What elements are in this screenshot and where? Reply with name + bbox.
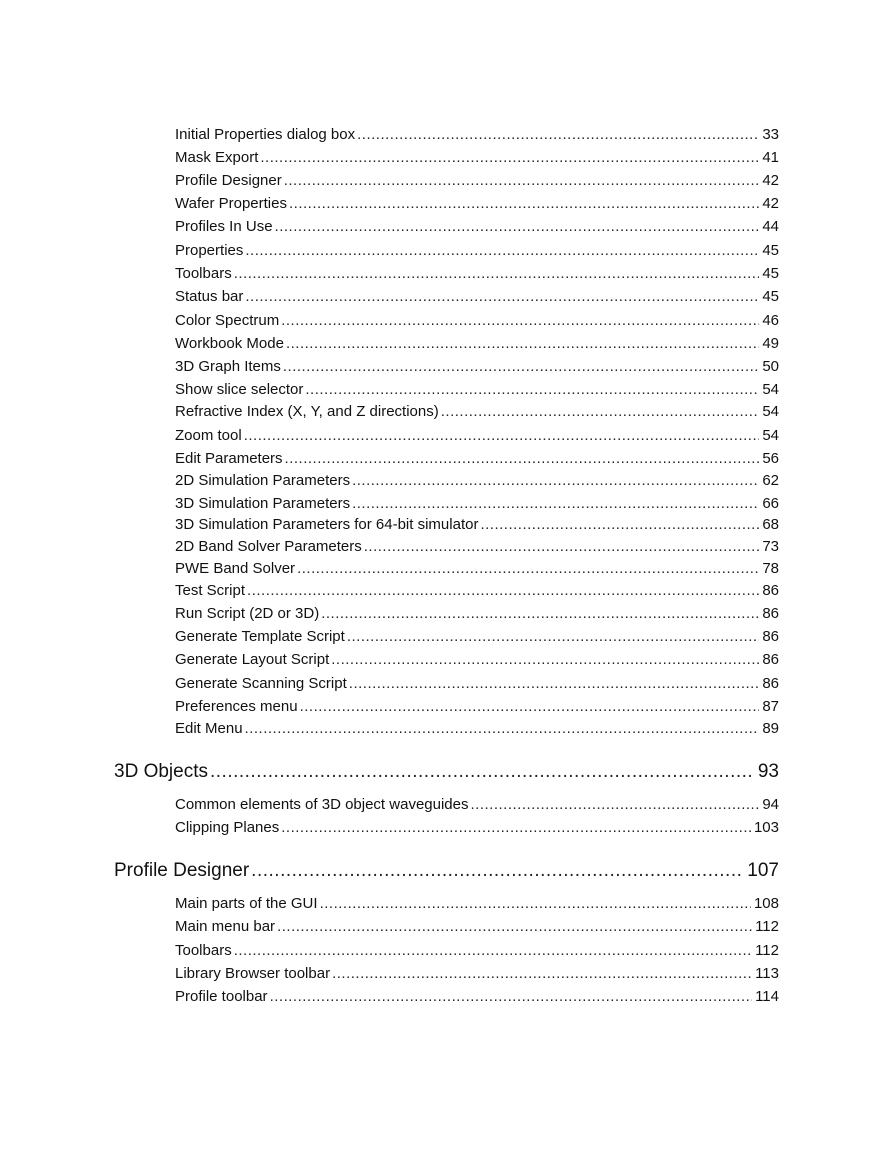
toc-entry-title: Show slice selector [175, 381, 304, 398]
toc-entry-page-number: 93 [757, 761, 779, 782]
dot-leader [234, 264, 760, 284]
toc-entry-page-number: 42 [762, 172, 779, 189]
toc-entry[interactable] [175, 334, 779, 354]
toc-entry-page-number: 33 [762, 126, 779, 143]
dot-leader [321, 604, 759, 624]
toc-entry-page-number: 78 [762, 560, 779, 577]
toc-entry-title: Run Script (2D or 3D) [175, 605, 320, 622]
toc-entry[interactable] [175, 818, 779, 838]
toc-entry-title: Refractive Index (X, Y, and Z directions) [175, 403, 439, 420]
dot-leader [234, 941, 752, 961]
dot-leader [281, 818, 751, 838]
toc-entry[interactable] [175, 697, 779, 717]
toc-entry[interactable] [175, 264, 779, 284]
toc-entry-title: Profile Designer [114, 860, 250, 881]
toc-entry[interactable] [175, 719, 779, 739]
toc-entry-title: 2D Band Solver Parameters [175, 538, 362, 555]
toc-entry-title: 2D Simulation Parameters [175, 472, 351, 489]
dot-leader [251, 859, 744, 883]
toc-entry-title: Generate Layout Script [175, 651, 330, 668]
toc-entry[interactable] [175, 148, 779, 168]
toc-entry-title: Status bar [175, 288, 244, 305]
toc-entry-title: Common elements of 3D object waveguides [175, 796, 469, 813]
toc-entry-page-number: 94 [762, 796, 779, 813]
dot-leader [297, 559, 759, 579]
dot-leader [283, 357, 759, 377]
toc-entry-page-number: 89 [762, 720, 779, 737]
toc-entry[interactable] [175, 217, 779, 237]
toc-entry-title: Preferences menu [175, 698, 298, 715]
toc-entry-title: Edit Parameters [175, 450, 283, 467]
dot-leader [289, 194, 759, 214]
toc-entry-page-number: 66 [762, 495, 779, 512]
toc-entry-title: Clipping Planes [175, 819, 280, 836]
toc-entry-title: Generate Template Script [175, 628, 345, 645]
toc-entry[interactable] [175, 311, 779, 331]
toc-entry[interactable] [175, 581, 779, 601]
toc-entry-page-number: 68 [762, 516, 779, 533]
toc-entry[interactable] [175, 357, 779, 377]
toc-entry-page-number: 86 [762, 605, 779, 622]
toc-entry-title: Toolbars [175, 265, 232, 282]
toc-entry[interactable] [175, 674, 779, 694]
toc-entry-title: PWE Band Solver [175, 560, 296, 577]
dot-leader [275, 217, 760, 237]
dot-leader [441, 402, 760, 422]
dot-leader [305, 380, 759, 400]
toc-entry[interactable] [175, 604, 779, 624]
toc-entry[interactable] [175, 917, 779, 937]
dot-leader [286, 334, 759, 354]
toc-entry-page-number: 114 [755, 988, 779, 1005]
toc-entry-title: Main menu bar [175, 918, 276, 935]
toc-entry-page-number: 45 [762, 242, 779, 259]
toc-entry[interactable] [175, 941, 779, 961]
toc-entry-page-number: 42 [762, 195, 779, 212]
toc-entry-page-number: 54 [762, 381, 779, 398]
toc-entry-title: Initial Properties dialog box [175, 126, 356, 143]
toc-entry-page-number: 86 [762, 628, 779, 645]
toc-entry-title: Generate Scanning Script [175, 675, 347, 692]
toc-entry-page-number: 56 [762, 450, 779, 467]
toc-entry[interactable] [175, 650, 779, 670]
toc-entry-title: Toolbars [175, 942, 232, 959]
dot-leader [352, 471, 759, 491]
toc-entry-title: Zoom tool [175, 427, 242, 444]
toc-entry[interactable] [175, 402, 779, 422]
toc-entry[interactable] [175, 987, 779, 1007]
toc-entry-page-number: 45 [762, 265, 779, 282]
toc-entry-title: 3D Graph Items [175, 358, 281, 375]
toc-entry-page-number: 86 [762, 675, 779, 692]
dot-leader [245, 241, 759, 261]
toc-entry-title: Library Browser toolbar [175, 965, 331, 982]
dot-leader [244, 426, 760, 446]
toc-entry[interactable] [175, 515, 779, 535]
toc-entry-title: Profile Designer [175, 172, 282, 189]
dot-leader [245, 719, 760, 739]
toc-entry[interactable] [175, 241, 779, 261]
toc-entry[interactable] [175, 471, 779, 491]
toc-entry-page-number: 87 [762, 698, 779, 715]
dot-leader [331, 650, 759, 670]
toc-entry[interactable] [175, 449, 779, 469]
toc-entry[interactable] [175, 537, 779, 557]
dot-leader [300, 697, 760, 717]
toc-entry[interactable] [175, 494, 779, 514]
toc-entry-page-number: 49 [762, 335, 779, 352]
dot-leader [260, 148, 759, 168]
toc-entry[interactable] [175, 964, 779, 984]
toc-entry-title: 3D Simulation Parameters for 64-bit simulator [175, 516, 479, 533]
toc-entry-page-number: 73 [762, 538, 779, 555]
toc-entry-title: Color Spectrum [175, 312, 280, 329]
toc-entry[interactable] [175, 559, 779, 579]
dot-leader [470, 795, 759, 815]
dot-leader [480, 515, 759, 535]
toc-entry-title: Profiles In Use [175, 218, 273, 235]
dot-leader [352, 494, 759, 514]
toc-entry-page-number: 86 [762, 651, 779, 668]
toc-section-entry[interactable] [114, 760, 779, 784]
toc-entry-title: Properties [175, 242, 244, 259]
dot-leader [210, 760, 755, 784]
toc-entry[interactable] [175, 287, 779, 307]
toc-entry[interactable] [175, 894, 779, 914]
dot-leader [357, 125, 759, 145]
toc-entry[interactable] [175, 380, 779, 400]
toc-entry-title: Main parts of the GUI [175, 895, 318, 912]
toc-entry-page-number: 113 [755, 965, 779, 982]
dot-leader [245, 287, 759, 307]
toc-section-entry[interactable] [114, 859, 779, 883]
toc-entry-title: Edit Menu [175, 720, 243, 737]
toc-entry[interactable] [175, 194, 779, 214]
dot-leader [247, 581, 759, 601]
toc-entry-page-number: 103 [753, 819, 779, 836]
toc-entry-page-number: 108 [753, 895, 779, 912]
toc-entry-title: Mask Export [175, 149, 259, 166]
toc-entry-page-number: 50 [762, 358, 779, 375]
toc-entry-page-number: 112 [755, 942, 779, 959]
toc-entry[interactable] [175, 171, 779, 191]
toc-entry-title: Wafer Properties [175, 195, 287, 212]
toc-entry-page-number: 45 [762, 288, 779, 305]
dot-leader [285, 449, 760, 469]
toc-entry-page-number: 112 [755, 918, 779, 935]
toc-entry[interactable] [175, 795, 779, 815]
toc-entry-title: 3D Objects [114, 761, 208, 782]
dot-leader [281, 311, 759, 331]
toc-entry-page-number: 54 [762, 403, 779, 420]
dot-leader [277, 917, 752, 937]
toc-entry-title: Workbook Mode [175, 335, 284, 352]
toc-entry-page-number: 62 [762, 472, 779, 489]
dot-leader [270, 987, 753, 1007]
toc-entry-page-number: 46 [762, 312, 779, 329]
dot-leader [364, 537, 760, 557]
dot-leader [320, 894, 751, 914]
toc-entry[interactable] [175, 125, 779, 145]
toc-entry-page-number: 41 [762, 149, 779, 166]
toc-entry-page-number: 86 [762, 582, 779, 599]
toc-entry[interactable] [175, 627, 779, 647]
dot-leader [347, 627, 760, 647]
toc-entry-title: 3D Simulation Parameters [175, 495, 351, 512]
dot-leader [349, 674, 760, 694]
toc-entry-page-number: 54 [762, 427, 779, 444]
toc-entry-page-number: 44 [762, 218, 779, 235]
toc-entry-page-number: 107 [747, 860, 779, 881]
dot-leader [284, 171, 760, 191]
toc-entry-title: Test Script [175, 582, 246, 599]
toc-entry-title: Profile toolbar [175, 988, 268, 1005]
toc-entry[interactable] [175, 426, 779, 446]
dot-leader [332, 964, 752, 984]
